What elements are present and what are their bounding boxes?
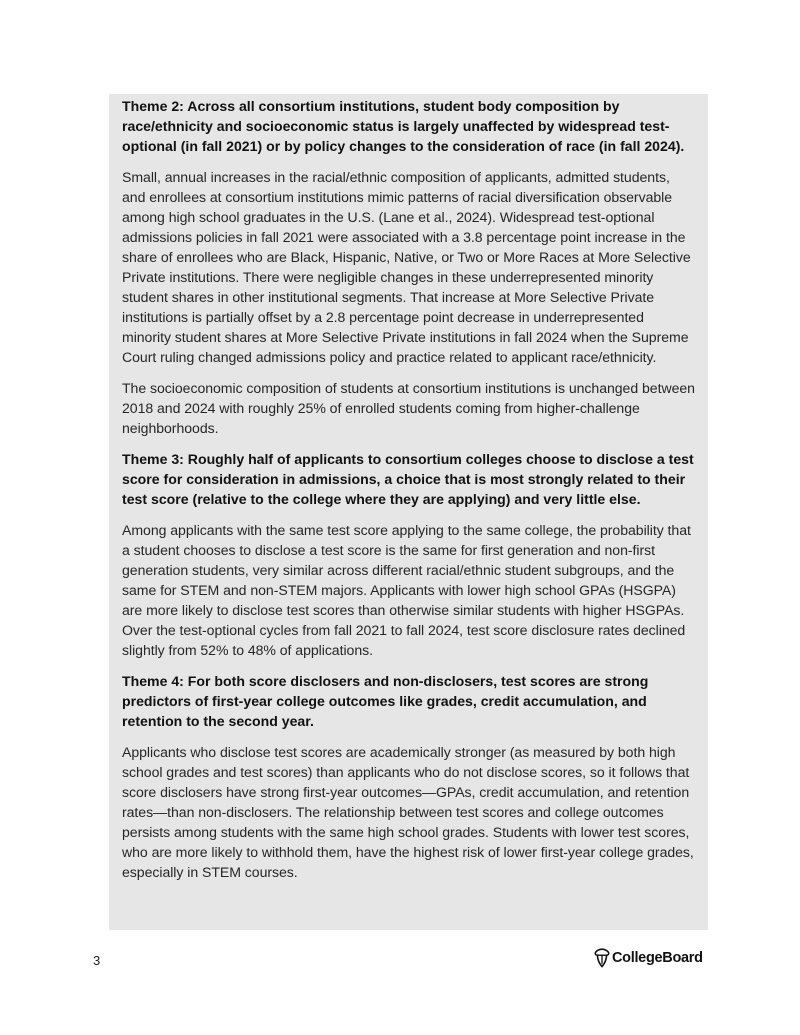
theme-2-paragraph-2: The socioeconomic composition of students at consortium institutions is unchanged between 2018 and 2024 with roughly 25% of enrolled students coming from higher-challenge neighborhoods. <box>122 380 695 436</box>
theme-4-heading: Theme 4: For both score disclosers and non-disclosers, test scores are strong predictors of first-year college outcomes like grades, credit accumulation, and retention to the second year. <box>122 673 649 729</box>
theme-4-paragraph-1: Applicants who disclose test scores are academically stronger (as measured by both high school grades and test scores) than applicants who do not disclose scores, so it follows that score disclosers have strong first-year outcomes—GPAs, credit accumulation, and retention rates—than non-disclosers. The relationship between test scores and college outcomes persists among students with the same high school grades. Students with lower test scores, who are more likely to withhold them, have the highest risk of lower first-year college grades, especially in STEM courses. <box>122 744 694 880</box>
theme-3-paragraph-1: Among applicants with the same test score applying to the same college, the probability that a student chooses to disclose a test score is the same for first generation and non-first generation students, very similar across different racial/ethnic student subgroups, and the same for STEM and non-STEM majors. Applicants with lower high school GPAs (HSGPA) are more likely to disclose test scores than otherwise similar students with higher HSGPAs. Over the test-optional cycles from fall 2021 to fall 2024, test score disclosure rates declined slightly from 52% to 48% of applications. <box>122 522 691 658</box>
page-number: 3 <box>93 953 101 968</box>
logo-text: CollegeBoard <box>612 950 703 966</box>
theme-2-paragraph-1: Small, annual increases in the racial/ethnic composition of applicants, admitted students, and enrollees at consortium institutions mimic patterns of racial diversification observable among high school graduates in the U.S. (Lane et al., 2024). Widespread test-optional admissions policies in fall 2021 were associated with a 3.8 percentage point increase in the share of enrollees who are Black, Hispanic, Native, or Two or More Races at More Selective Private institutions. There were negligible changes in these underrepresented minority student shares in other institutional segments. That increase at More Selective Private institutions is partially offset by a 2.8 percentage point decrease in underrepresented minority student shares at More Selective Private institutions in fall 2024 when the Supreme Court ruling changed admissions policy and practice related to applicant race/ethnicity. <box>122 169 691 365</box>
theme-3-heading: Theme 3: Roughly half of applicants to consortium colleges choose to disclose a test score for consideration in admissions, a choice that is most strongly related to their test score (relative to the college where they are applying) and very little else. <box>122 451 694 507</box>
content-panel <box>109 94 708 930</box>
college-board-logo <box>594 946 703 970</box>
theme-2-heading: Theme 2: Across all consortium institutions, student body composition by race/ethnicity and socioeconomic status is largely unaffected by widespread test-optional (in fall 2021) or by policy changes to the consideration of race (in fall 2024). <box>122 98 685 154</box>
acorn-icon <box>594 948 610 968</box>
